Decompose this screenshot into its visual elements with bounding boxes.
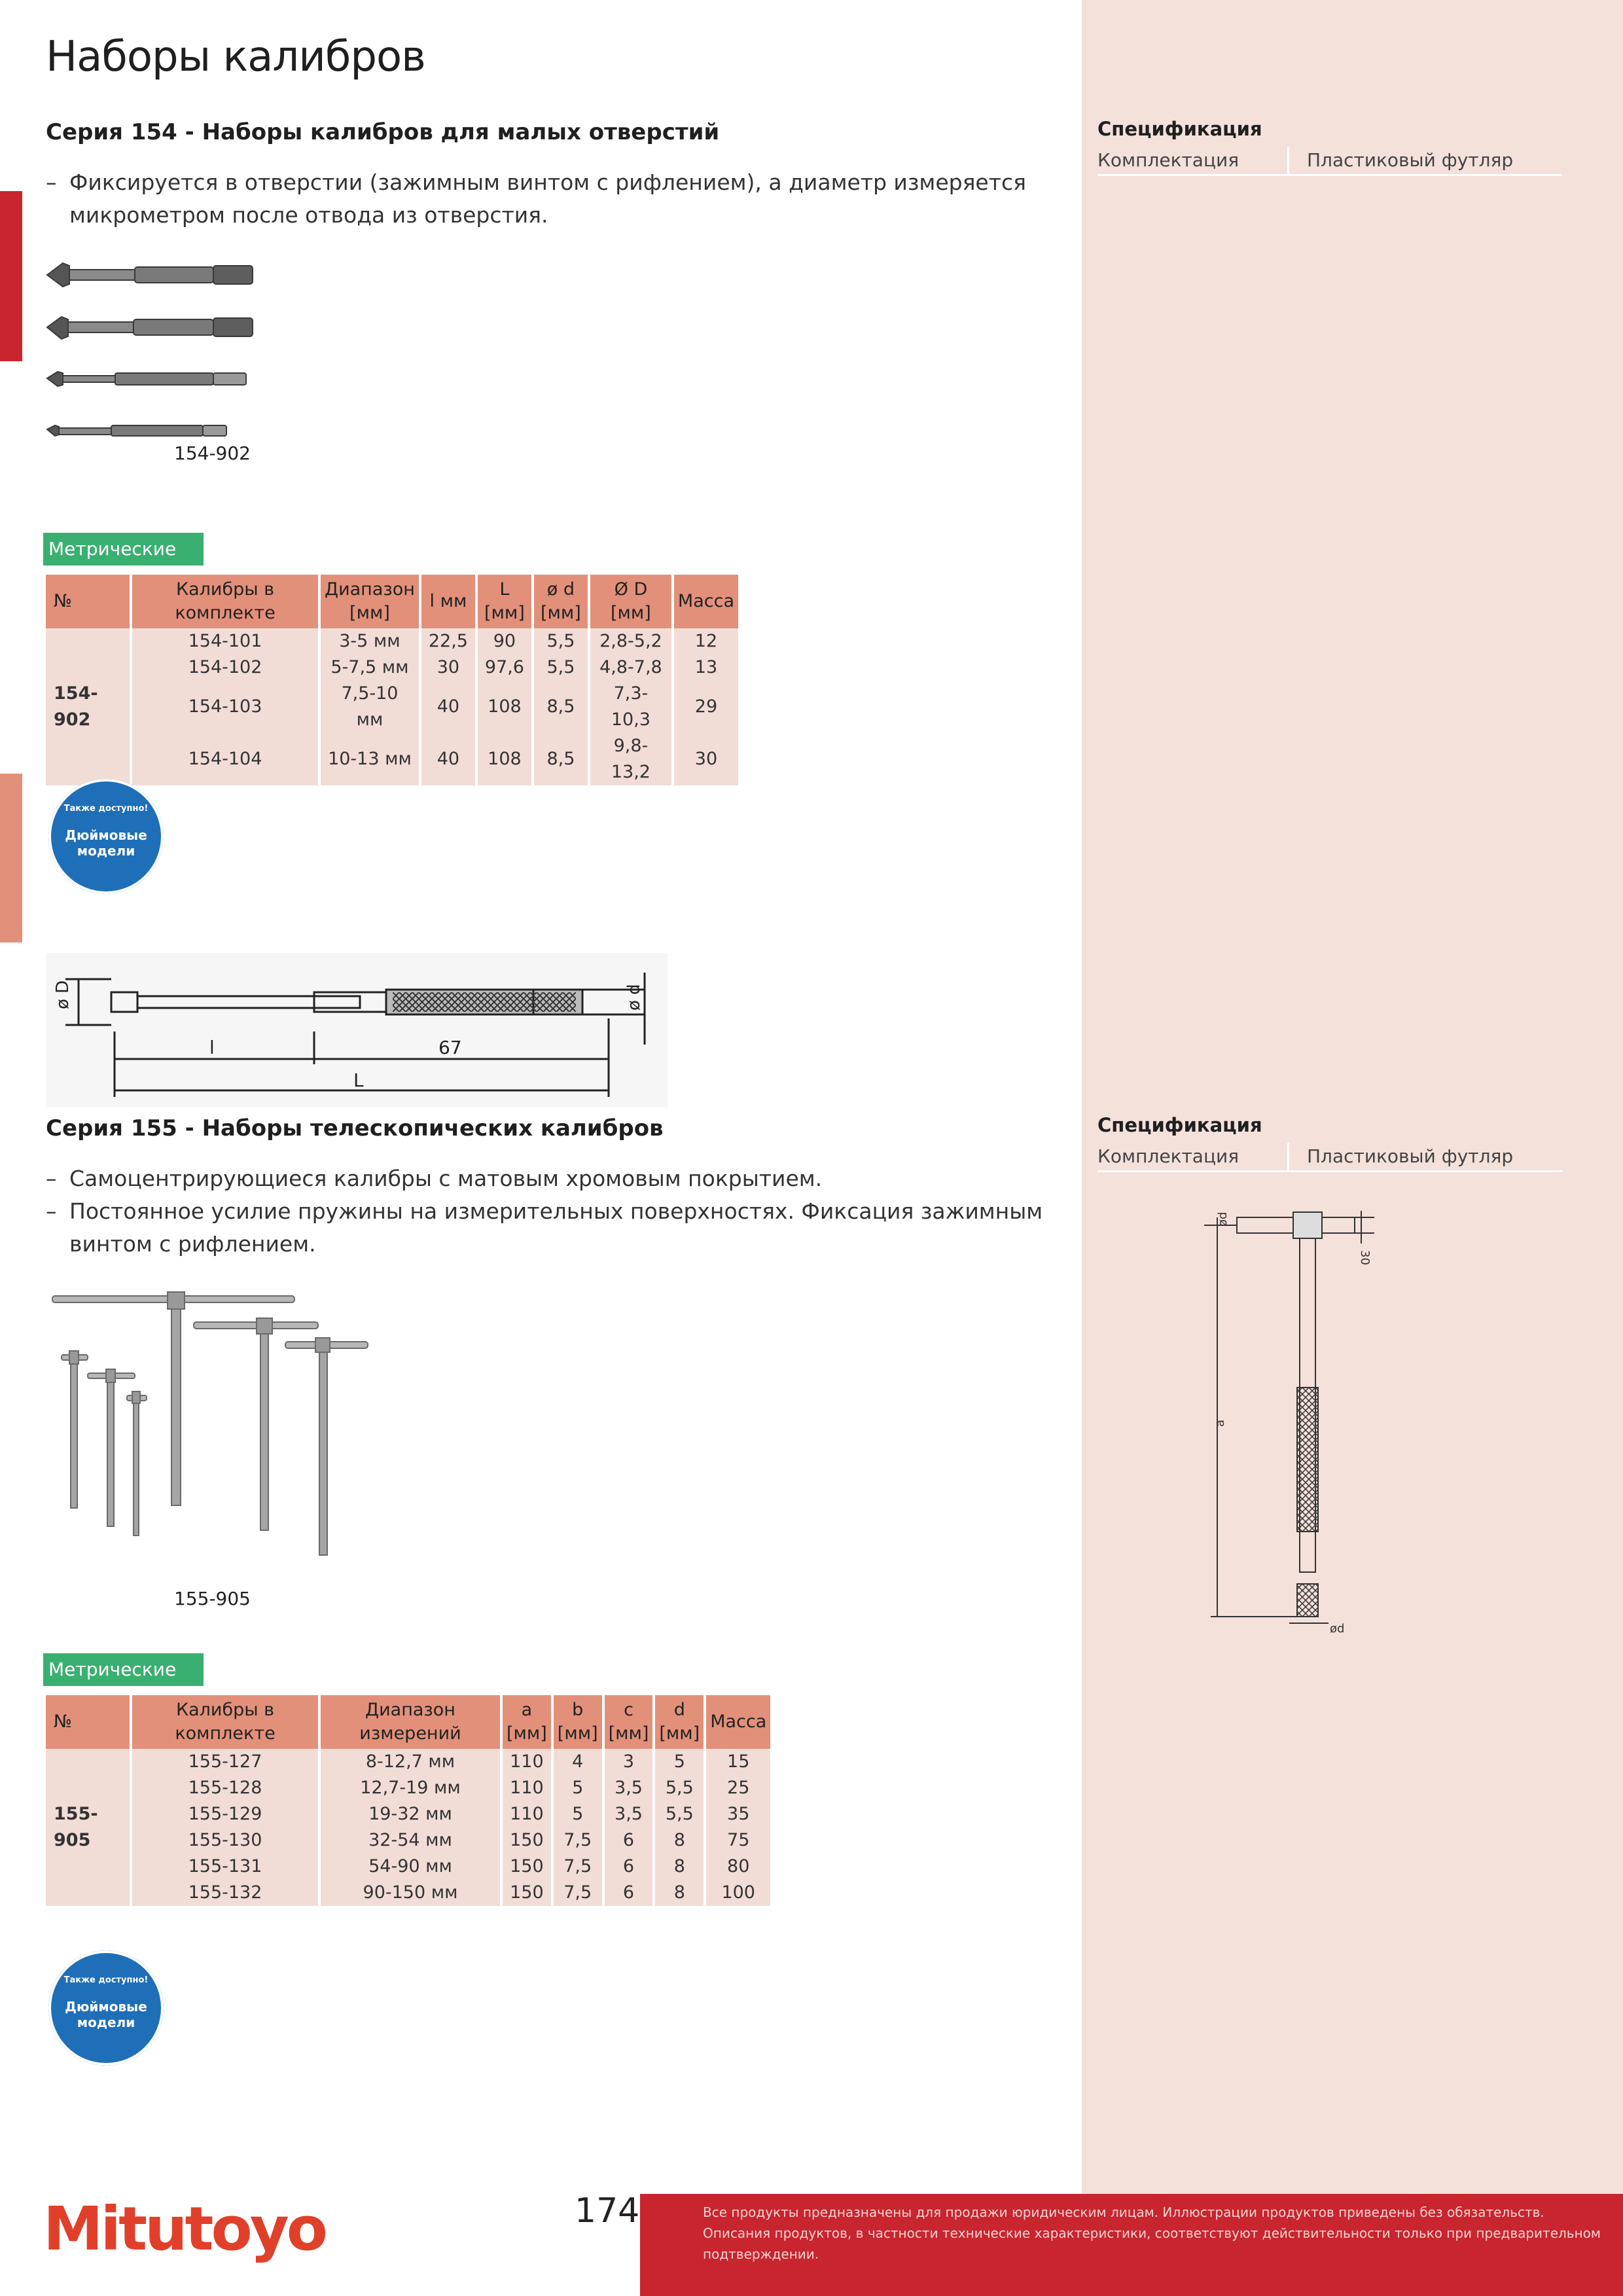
inch-models-badge[interactable]	[48, 1950, 164, 2066]
table-cell: 3	[605, 1749, 653, 1775]
table-cell: 4	[554, 1749, 602, 1775]
metric-tag-154: Метрические	[43, 533, 204, 565]
table-cell: 29	[674, 681, 738, 733]
table-cell: 6	[605, 1854, 653, 1880]
table-row	[46, 1854, 770, 1880]
col-header: ø d [мм]	[534, 575, 588, 628]
set-number: 154-902	[46, 628, 130, 785]
photo-caption-155: 155-905	[174, 1588, 251, 1609]
spec-row	[1097, 147, 1562, 176]
table-cell: 155-127	[132, 1749, 318, 1775]
col-header: Диапазон измерений	[321, 1695, 500, 1749]
spec-block-154	[1097, 118, 1562, 176]
table-row	[46, 1749, 770, 1775]
col-header: b [мм]	[554, 1695, 602, 1749]
table-cell: 25	[706, 1775, 770, 1801]
spec-heading: Спецификация	[1097, 118, 1262, 140]
table-row	[46, 1801, 770, 1827]
table-cell: 5	[554, 1801, 602, 1827]
table-cell: 110	[503, 1775, 551, 1801]
series-154-bullet	[46, 166, 1054, 232]
dim-l: l	[209, 1037, 215, 1058]
col-header: L [мм]	[478, 575, 531, 628]
table-cell: 155-130	[132, 1827, 318, 1854]
table-row	[46, 655, 738, 681]
spec-value: Пластиковый футляр	[1307, 149, 1514, 171]
spec-divider	[1287, 1143, 1289, 1170]
table-cell: 22,5	[421, 628, 475, 655]
table-cell: 100	[706, 1880, 770, 1906]
section-marker-salmon	[0, 774, 22, 942]
table-cell: 30	[674, 733, 738, 785]
metric-tag-155: Метрические	[43, 1653, 204, 1686]
badge-main-text: Дюймовые модели	[65, 827, 147, 859]
table-cell: 8	[655, 1827, 704, 1854]
disclaimer-text: Все продукты предназначены для продажи юридическим лицам. Иллюстрации продуктов приведены без обязательств. Описания продуктов, в частности технические характеристики, соответствуют действительности только при предварительном подтверждении.	[703, 2204, 1601, 2262]
spec-heading: Спецификация	[1097, 1114, 1262, 1136]
badge-main-text: Дюймовые модели	[65, 1999, 147, 2030]
bullet-dash: –	[46, 1198, 57, 1224]
dim-L: L	[353, 1069, 364, 1091]
table-header-row	[46, 1695, 770, 1749]
col-header: Масса	[674, 575, 738, 628]
table-cell: 7,5	[554, 1854, 602, 1880]
table-cell: 40	[421, 681, 475, 733]
table-cell: 9,8-13,2	[590, 733, 671, 785]
col-header: d [мм]	[655, 1695, 704, 1749]
bullet-text: Постоянное усилие пружины на измерительных поверхностях. Фиксация зажимным винтом с рифлением.	[69, 1198, 1043, 1257]
table-cell: 30	[421, 655, 475, 681]
table-cell: 5,5	[655, 1801, 704, 1827]
table-row	[46, 1827, 770, 1854]
series-154-heading: Серия 154 - Наборы калибров для малых отверстий	[46, 119, 720, 145]
table-cell: 2,8-5,2	[590, 628, 671, 655]
table-cell: 155-128	[132, 1775, 318, 1801]
table-cell: 154-101	[132, 628, 318, 655]
dim-d: ød	[1330, 1622, 1345, 1636]
photo-caption-154: 154-902	[174, 442, 251, 464]
small-hole-gauges-photo	[43, 257, 383, 446]
table-cell: 5	[655, 1749, 704, 1775]
col-header: c [мм]	[605, 1695, 653, 1749]
table-cell: 15	[706, 1749, 770, 1775]
bullet-text: Фиксируется в отверстии (зажимным винтом с рифлением), а диаметр измеряется микрометром после отвода из отверстия.	[69, 170, 1026, 228]
table-cell: 154-104	[132, 733, 318, 785]
page-title: Наборы калибров	[46, 33, 425, 81]
dim-a: a	[1213, 1419, 1227, 1427]
table-cell: 32-54 мм	[321, 1827, 500, 1854]
table-cell: 54-90 мм	[321, 1854, 500, 1880]
dim-d: ø d	[624, 984, 644, 1011]
table-row	[46, 1775, 770, 1801]
table-cell: 8-12,7 мм	[321, 1749, 500, 1775]
table-cell: 3-5 мм	[321, 628, 419, 655]
right-spec-panel	[1082, 0, 1623, 2194]
section-marker-red	[0, 191, 22, 361]
table-cell: 155-132	[132, 1880, 318, 1906]
table-cell: 8,5	[534, 681, 588, 733]
table-cell: 12	[674, 628, 738, 655]
inch-models-badge[interactable]	[48, 779, 164, 894]
table-cell: 150	[503, 1854, 551, 1880]
table-cell: 7,5	[554, 1827, 602, 1854]
bullet-dash: –	[46, 1166, 57, 1191]
table-cell: 110	[503, 1801, 551, 1827]
badge-top-text: Также доступно!	[63, 1975, 149, 1985]
table-cell: 5	[554, 1775, 602, 1801]
table-cell: 35	[706, 1801, 770, 1827]
col-header: Масса	[706, 1695, 770, 1749]
table-cell: 108	[478, 681, 531, 733]
table-cell: 13	[674, 655, 738, 681]
table-154	[43, 575, 741, 785]
col-header: Калибры в комплекте	[132, 575, 318, 628]
table-cell: 150	[503, 1880, 551, 1906]
col-header: Ø D [мм]	[590, 575, 671, 628]
table-cell: 5,5	[534, 655, 588, 681]
table-cell: 6	[605, 1827, 653, 1854]
footer-disclaimer	[640, 2194, 1623, 2296]
series-155-bullet-2	[46, 1195, 1054, 1261]
table-cell: 3,5	[605, 1801, 653, 1827]
series-155-bullet-1	[46, 1162, 1054, 1195]
table-cell: 155-129	[132, 1801, 318, 1827]
table-cell: 80	[706, 1854, 770, 1880]
series-155-heading: Серия 155 - Наборы телескопических калибров	[46, 1115, 664, 1141]
table-cell: 7,3-10,3	[590, 681, 671, 733]
table-cell: 5,5	[534, 628, 588, 655]
spec-divider	[1287, 147, 1289, 174]
table-cell: 3,5	[605, 1775, 653, 1801]
spec-key: Комплектация	[1097, 149, 1240, 171]
dim-D: ø D	[53, 980, 73, 1009]
dim-c: 30	[1358, 1250, 1372, 1265]
table-cell: 5-7,5 мм	[321, 655, 419, 681]
table-cell: 110	[503, 1749, 551, 1775]
table-cell: 7,5	[554, 1880, 602, 1906]
spec-row	[1097, 1143, 1562, 1172]
table-cell: 10-13 мм	[321, 733, 419, 785]
table-cell: 7,5-10 мм	[321, 681, 419, 733]
table-cell: 19-32 мм	[321, 1801, 500, 1827]
mitutoyo-logo: Mitutoyo	[43, 2194, 325, 2264]
page-number: 174	[575, 2191, 640, 2231]
set-number: 155-905	[46, 1749, 130, 1906]
table-cell: 75	[706, 1827, 770, 1854]
table-cell: 4,8-7,8	[590, 655, 671, 681]
table-cell: 154-102	[132, 655, 318, 681]
table-cell: 8	[655, 1854, 704, 1880]
series-154-drawing	[46, 953, 668, 1107]
dim-b: ød	[1216, 1211, 1230, 1227]
table-cell: 90	[478, 628, 531, 655]
table-row	[46, 628, 738, 655]
table-cell: 97,6	[478, 655, 531, 681]
table-header-row	[46, 575, 738, 628]
spec-value: Пластиковый футляр	[1307, 1145, 1514, 1167]
col-header: №	[46, 1695, 130, 1749]
table-row	[46, 681, 738, 733]
col-header: Калибры в комплекте	[132, 1695, 318, 1749]
col-header: a [мм]	[503, 1695, 551, 1749]
table-cell: 8,5	[534, 733, 588, 785]
badge-top-text: Также доступно!	[63, 804, 149, 814]
table-cell: 8	[655, 1880, 704, 1906]
table-cell: 150	[503, 1827, 551, 1854]
table-cell: 6	[605, 1880, 653, 1906]
table-155	[43, 1695, 773, 1906]
bullet-text: Самоцентрирующиеся калибры с матовым хромовым покрытием.	[69, 1166, 823, 1191]
col-header: №	[46, 575, 130, 628]
table-cell: 154-103	[132, 681, 318, 733]
spec-key: Комплектация	[1097, 1145, 1240, 1167]
col-header: Диапазон [мм]	[321, 575, 419, 628]
table-cell: 155-131	[132, 1854, 318, 1880]
bullet-dash: –	[46, 170, 57, 195]
table-cell: 12,7-19 мм	[321, 1775, 500, 1801]
col-header: l мм	[421, 575, 475, 628]
dim-67: 67	[438, 1037, 462, 1058]
table-row	[46, 733, 738, 785]
table-row	[46, 1880, 770, 1906]
table-cell: 108	[478, 733, 531, 785]
series-155-drawing	[1178, 1198, 1414, 1643]
telescopic-gauges-photo	[46, 1289, 386, 1577]
table-cell: 90-150 мм	[321, 1880, 500, 1906]
table-cell: 5,5	[655, 1775, 704, 1801]
table-cell: 40	[421, 733, 475, 785]
spec-block-155	[1097, 1114, 1562, 1172]
